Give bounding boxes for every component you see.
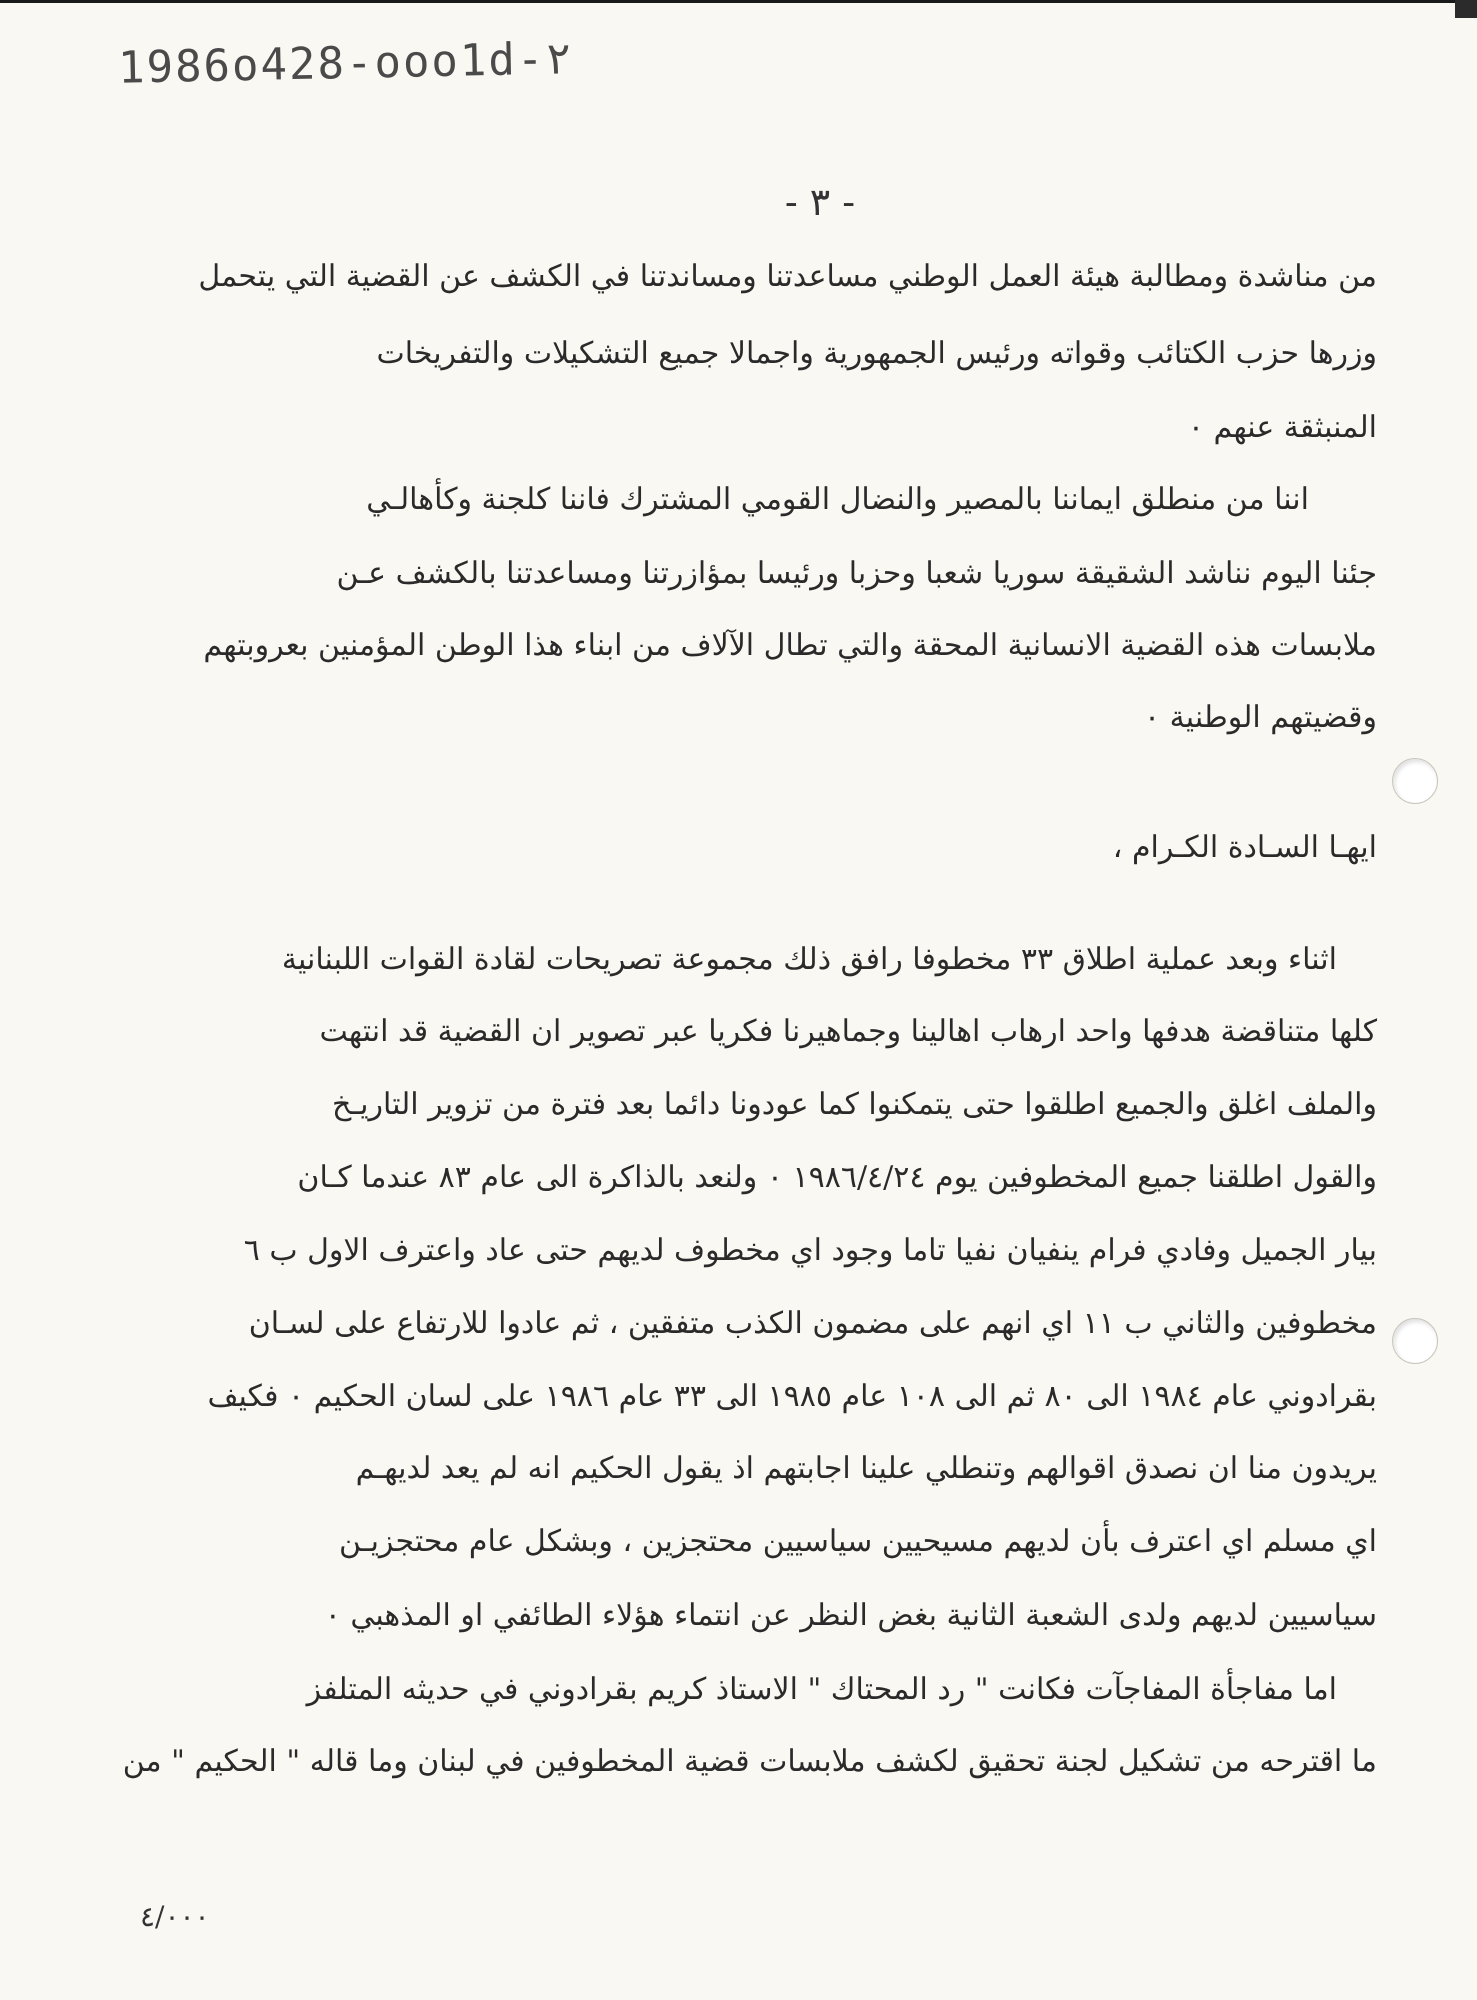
page-number: - ٣ - xyxy=(784,180,856,224)
text-line: سياسيين لديهم ولدى الشعبة الثانية بغض النظر عن انتماء هؤلاء الطائفي او المذهبي ٠ xyxy=(324,1598,1377,1633)
corner-mark xyxy=(1455,0,1477,18)
footer-reference: ٤/٠٠٠ xyxy=(140,1900,210,1933)
text-line: كلها متناقضة هدفها واحد ارهاب اهالينا وجماهيرنا فكريا عبر تصوير ان القضية قد انتهت xyxy=(319,1014,1377,1049)
text-line: ملابسات هذه القضية الانسانية المحقة والتي تطال الآلاف من ابناء هذا الوطن المؤمنين بعروبتهم xyxy=(203,628,1377,663)
text-line: اما مفاجأة المفاجآت فكانت " رد المحتاك " الاستاذ كريم بقرادوني في حديثه المتلفز xyxy=(306,1672,1337,1707)
text-line: يريدون منا ان نصدق اقوالهم وتنطلي علينا اجابتهم اذ يقول الحكيم انه لم يعد لديهـم xyxy=(355,1451,1377,1486)
text-line: اي مسلم اي اعترف بأن لديهم مسيحيين سياسيين محتجزين ، وبشكل عام محتجزيـن xyxy=(338,1524,1377,1559)
text-line: ايهـا السـادة الكـرام ، xyxy=(1112,830,1377,865)
punch-hole xyxy=(1392,1318,1438,1364)
text-line: اثناء وبعد عملية اطلاق ٣٣ مخطوفا رافق ذلك مجموعة تصريحات لقادة القوات اللبنانية xyxy=(281,942,1337,977)
text-line: من مناشدة ومطالبة هيئة العمل الوطني مساعدتنا ومساندتنا في الكشف عن القضية التي يتحمل xyxy=(198,259,1377,294)
handwritten-id: 1986o428-ooo1d-٢ xyxy=(117,33,573,94)
text-line: وقضيتهم الوطنية ٠ xyxy=(1144,700,1377,735)
text-line: المنبثقة عنهم ٠ xyxy=(1187,410,1377,445)
text-line: بقرادوني عام ١٩٨٤ الى ٨٠ ثم الى ١٠٨ عام ١٩٨٥ الى ٣٣ عام ١٩٨٦ على لسان الحكيم ٠ فكيف xyxy=(207,1379,1377,1414)
punch-hole xyxy=(1392,758,1438,804)
top-edge-line xyxy=(0,0,1477,14)
text-line: اننا من منطلق ايماننا بالمصير والنضال القومي المشترك فاننا كلجنة وكأهالـي xyxy=(366,482,1309,517)
text-line: بيار الجميل وفادي فرام ينفيان نفيا تاما وجود اي مخطوف لديهم حتى عاد واعترف الاول ب ٦ xyxy=(243,1233,1377,1268)
text-line: وزرها حزب الكتائب وقواته ورئيس الجمهورية واجمالا جميع التشكيلات والتفريخات xyxy=(376,336,1377,371)
text-line: ما اقترحه من تشكيل لجنة تحقيق لكشف ملابسات قضية المخطوفين في لبنان وما قاله " الحكيم " من xyxy=(122,1744,1377,1779)
text-line: مخطوفين والثاني ب ١١ اي انهم على مضمون الكذب متفقين ، ثم عادوا للارتفاع على لسـان xyxy=(248,1306,1377,1341)
text-line: والملف اغلق والجميع اطلقوا حتى يتمكنوا كما عودونا دائما بعد فترة من تزوير التاريـخ xyxy=(331,1087,1377,1122)
text-line: جئنا اليوم نناشد الشقيقة سوريا شعبا وحزبا ورئيسا بمؤازرتنا ومساعدتنا بالكشف عـن xyxy=(336,556,1377,591)
text-line: والقول اطلقنا جميع المخطوفين يوم ١٩٨٦/٤/٢٤ ٠ ولنعد بالذاكرة الى عام ٨٣ عندما كـان xyxy=(297,1160,1377,1195)
